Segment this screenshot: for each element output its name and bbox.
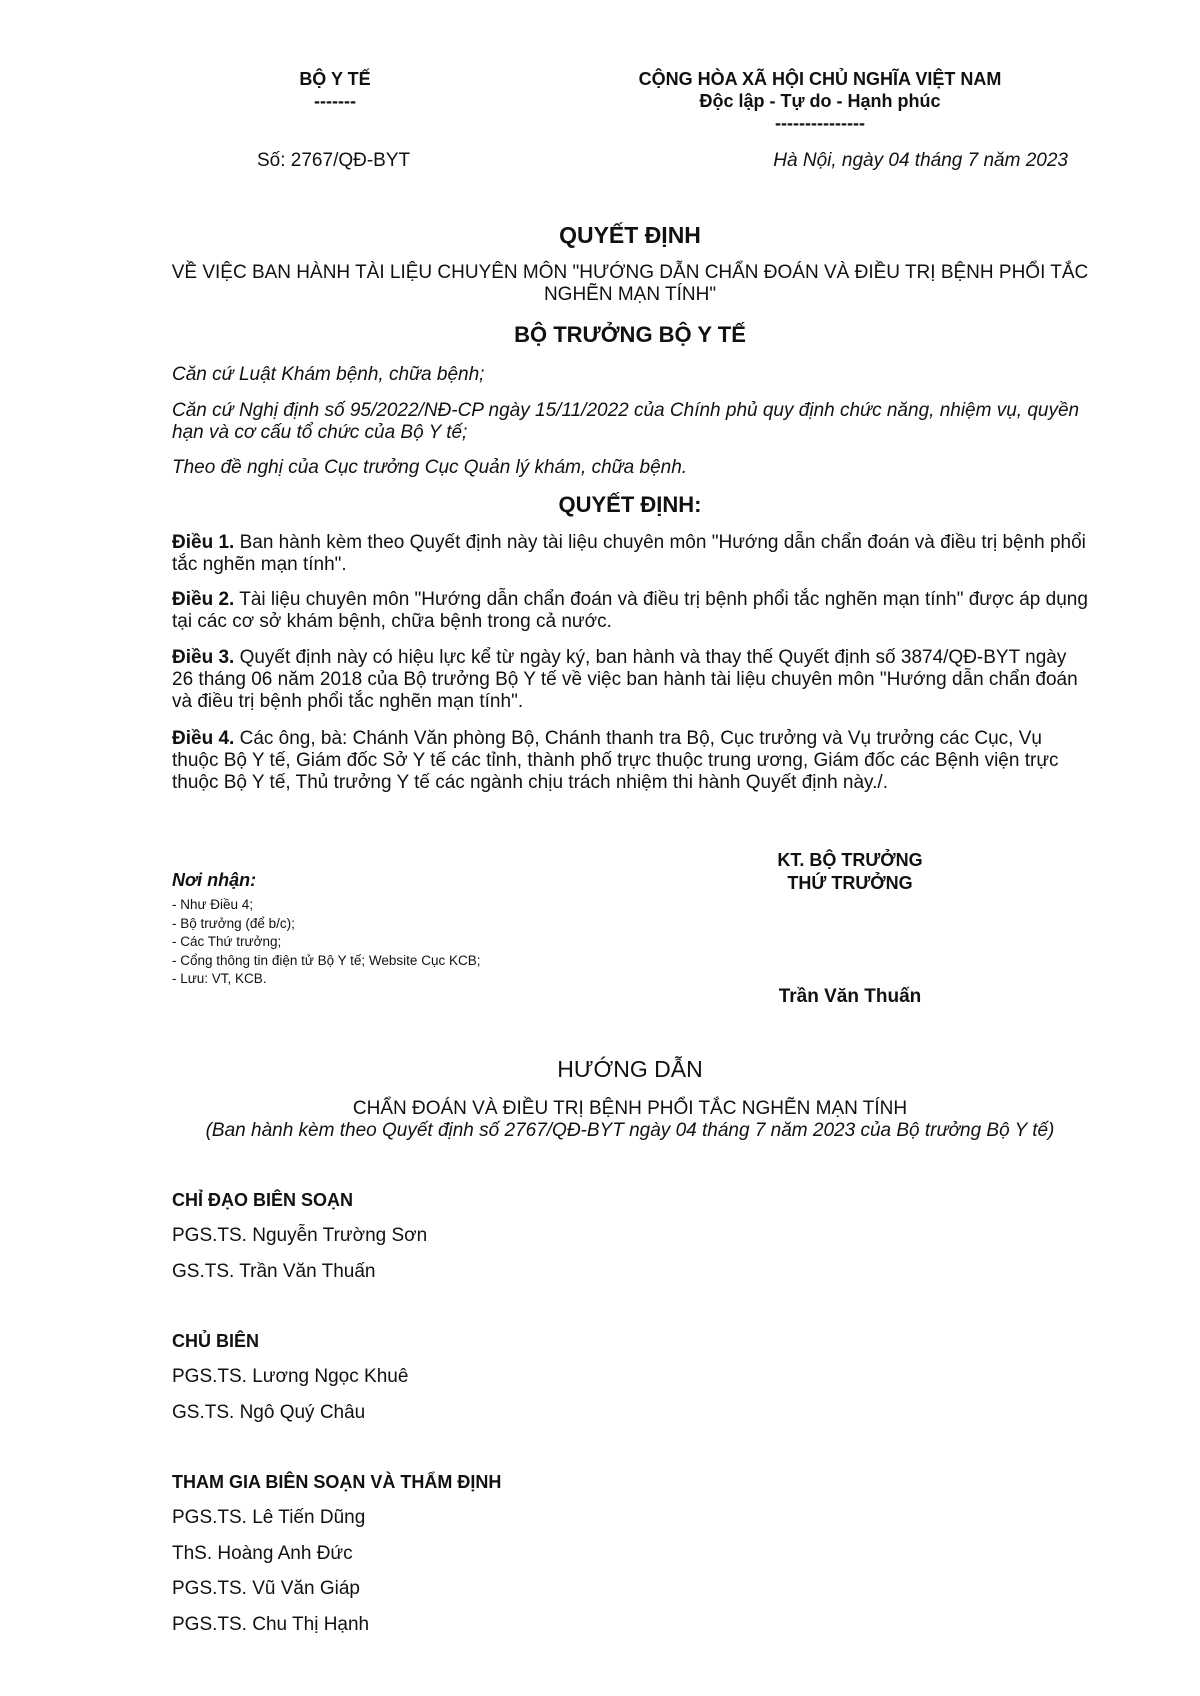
section-heading: THAM GIA BIÊN SOẠN VÀ THẨM ĐỊNH xyxy=(172,1472,502,1492)
person-name: PGS.TS. Chu Thị Hạnh xyxy=(172,1614,370,1635)
ministry-name: BỘ Y TẾ xyxy=(299,69,371,89)
guide-title: HƯỚNG DẪN xyxy=(557,1056,703,1082)
basis-2: Căn cứ Nghị định số 95/2022/NĐ-CP ngày 15/11/2022 của Chính phủ quy định chức năng, nhiệm vụ, quyền hạn và cơ cấu tổ chức của Bộ Y tế; xyxy=(172,400,1080,443)
signer-name: Trần Văn Thuấn xyxy=(778,986,922,1007)
ministry-block xyxy=(235,68,435,112)
recipients-title: Nơi nhận: xyxy=(172,870,257,890)
person-name: PGS.TS. Vũ Văn Giáp xyxy=(172,1578,360,1599)
person-name: PGS.TS. Nguyễn Trường Sơn xyxy=(172,1225,428,1246)
article-text: Ban hành kèm theo Quyết định này tài liệu chuyên môn "Hướng dẫn chẩn đoán và điều trị bệnh phổi tắc nghẽn mạn tính". xyxy=(172,532,1086,575)
list-item: - Cổng thông tin điện tử Bộ Y tế; Website Cục KCB; xyxy=(172,952,481,968)
recipients-list xyxy=(172,896,480,989)
document-number: Số: 2767/QĐ-BYT xyxy=(257,150,411,171)
list-item: - Lưu: VT, KCB. xyxy=(172,971,267,986)
article-1 xyxy=(172,532,1092,576)
person-name: PGS.TS. Lê Tiến Dũng xyxy=(172,1507,366,1528)
decision-subtitle: VỀ VIỆC BAN HÀNH TÀI LIỆU CHUYÊN MÔN "HƯỚNG DẪN CHẨN ĐOÁN VÀ ĐIỀU TRỊ BỆNH PHỔI TẮC NGHẼN MẠN TÍNH" xyxy=(171,262,1089,305)
signature-line-2: THỨ TRƯỞNG xyxy=(787,873,913,893)
article-label: Điều 2. xyxy=(172,589,235,610)
section-heading: CHỈ ĐẠO BIÊN SOẠN xyxy=(172,1190,354,1210)
article-label: Điều 3. xyxy=(172,647,235,668)
list-item: - Các Thứ trưởng; xyxy=(172,934,282,949)
article-label: Điều 4. xyxy=(172,728,235,749)
signature-block xyxy=(700,849,1000,895)
article-text: Các ông, bà: Chánh Văn phòng Bộ, Chánh thanh tra Bộ, Cục trưởng và Vụ trưởng các Cục, Vụ thuộc Bộ Y tế, Giám đốc Sở Y tế các tỉnh, thành phố trực thuộc trung ương, Giám đốc các Bệnh viện trực thuộc Bộ Y tế, Thủ trưởng Y tế các ngành chịu trách nhiệm thi hành Quyết định này./. xyxy=(172,728,1059,793)
article-label: Điều 1. xyxy=(172,532,235,553)
authority-title: BỘ TRƯỞNG BỘ Y TẾ xyxy=(514,322,746,347)
section-heading: CHỦ BIÊN xyxy=(172,1331,260,1351)
article-4 xyxy=(172,728,1092,794)
nation-block xyxy=(560,68,1080,134)
article-2 xyxy=(172,589,1092,633)
signature-line-1: KT. BỘ TRƯỞNG xyxy=(777,850,923,870)
basis-3: Theo đề nghị của Cục trưởng Cục Quản lý khám, chữa bệnh. xyxy=(172,457,688,478)
guide-note: (Ban hành kèm theo Quyết định số 2767/QĐ-BYT ngày 04 tháng 7 năm 2023 của Bộ trưởng Bộ Y tế) xyxy=(205,1120,1055,1141)
basis-1: Căn cứ Luật Khám bệnh, chữa bệnh; xyxy=(172,364,485,385)
article-text: Quyết định này có hiệu lực kể từ ngày ký, ban hành và thay thế Quyết định số 3874/QĐ-BYT ngày 26 tháng 06 năm 2018 của Bộ trưởng Bộ Y tế về việc ban hành tài liệu chuyên môn "Hướng dẫn chẩn đoán và điều trị bệnh phổi tắc nghẽn mạn tính". xyxy=(172,647,1078,712)
list-item: - Bộ trưởng (để b/c); xyxy=(172,915,295,931)
person-name: GS.TS. Trần Văn Thuấn xyxy=(172,1261,376,1282)
nation-name: CỘNG HÒA XÃ HỘI CHỦ NGHĨA VIỆT NAM xyxy=(638,69,1002,89)
person-name: PGS.TS. Lương Ngọc Khuê xyxy=(172,1366,409,1387)
article-3 xyxy=(172,647,1092,713)
guide-subtitle: CHẨN ĐOÁN VÀ ĐIỀU TRỊ BỆNH PHỔI TẮC NGHẼN MẠN TÍNH xyxy=(352,1098,908,1119)
decision-title: QUYẾT ĐỊNH xyxy=(559,222,701,248)
motto-rule: --------------- xyxy=(775,113,865,133)
decides-title: QUYẾT ĐỊNH: xyxy=(558,492,702,517)
ministry-rule: ------- xyxy=(314,91,356,111)
person-name: ThS. Hoàng Anh Đức xyxy=(172,1543,353,1564)
motto: Độc lập - Tự do - Hạnh phúc xyxy=(699,91,941,111)
article-text: Tài liệu chuyên môn "Hướng dẫn chẩn đoán và điều trị bệnh phổi tắc nghẽn mạn tính" được áp dụng tại các cơ sở khám bệnh, chữa bệnh trong cả nước. xyxy=(172,589,1088,632)
list-item: - Như Điều 4; xyxy=(172,897,254,912)
place-date: Hà Nội, ngày 04 tháng 7 năm 2023 xyxy=(773,150,1068,171)
person-name: GS.TS. Ngô Quý Châu xyxy=(172,1402,366,1423)
